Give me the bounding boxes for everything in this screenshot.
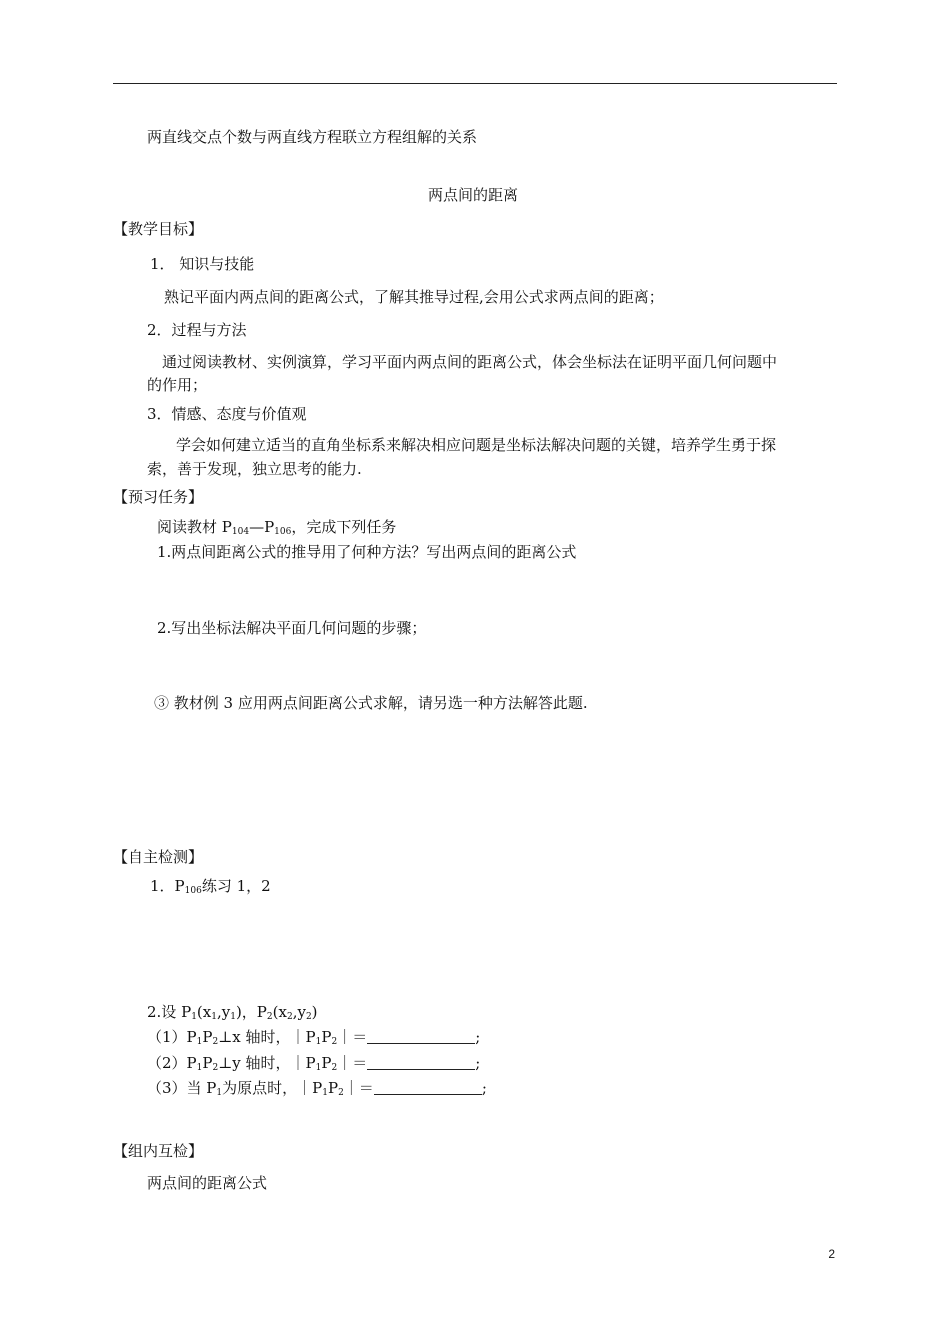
group-check-line-1: 两点间的距离公式	[147, 1174, 268, 1192]
preview-heading: 【预习任务】	[113, 488, 204, 506]
answer-blank-2[interactable]	[367, 1055, 475, 1070]
self-check-question-2: $(2)P_1P_2\perp y$ 轴时，$|P_1P_2|=$ ;	[147, 1054, 481, 1073]
top-line: 两直线交点个数与两直线方程联立方程组解的关系	[147, 128, 478, 146]
self-check-item-2: 2.设 $P_1(x_1,y_1)$，$P_2(x_2,y_2)$	[147, 1003, 318, 1022]
preview-intro: 阅读教材 $P_{104}—P_{106}$，完成下列任务	[157, 518, 397, 537]
objective-3-body-line1: 学会如何建立适当的直角坐标系来解决相应问题是坐标法解决问题的关键，培养学生勇于探	[176, 436, 777, 454]
page-number: 2	[828, 1247, 835, 1261]
objectives-heading: 【教学目标】	[113, 220, 204, 238]
objective-1-title: 1． 知识与技能	[150, 255, 255, 273]
answer-blank-1[interactable]	[367, 1029, 475, 1044]
preview-task-3: ③ 教材例 3 应用两点间距离公式求解，请另选一种方法解答此题.	[154, 694, 588, 712]
objective-3-title: 3．情感、态度与价值观	[147, 405, 307, 423]
self-check-question-3: （3）当 $P_1$为原点时，$|P_1P_2|=$ ;	[147, 1079, 487, 1098]
objective-2-body-line1: 通过阅读教材、实例演算，学习平面内两点间的距离公式，体会坐标法在证明平面几何问题中	[162, 353, 778, 371]
header-rule	[113, 83, 837, 84]
objective-2-body-line2: 的作用；	[147, 376, 208, 394]
preview-task-2: 2.写出坐标法解决平面几何问题的步骤；	[157, 619, 427, 637]
objective-2-title: 2．过程与方法	[147, 321, 247, 339]
group-check-heading: 【组内互检】	[113, 1142, 204, 1160]
page-title: 两点间的距离	[428, 186, 519, 204]
self-check-item-1: 1．$P_{106}$练习 1，2	[150, 877, 271, 896]
self-check-question-1: $(1)P_1P_2\perp x$ 轴时，$|P_1P_2|=$ ;	[147, 1028, 481, 1047]
self-check-heading: 【自主检测】	[113, 848, 204, 866]
objective-3-body-line2: 索，善于发现，独立思考的能力.	[147, 460, 362, 478]
answer-blank-3[interactable]	[374, 1080, 482, 1095]
preview-task-1: 1.两点间距离公式的推导用了何种方法？写出两点间的距离公式	[157, 543, 577, 561]
objective-1-body: 熟记平面内两点间的距离公式，了解其推导过程,会用公式求两点间的距离；	[164, 288, 664, 306]
